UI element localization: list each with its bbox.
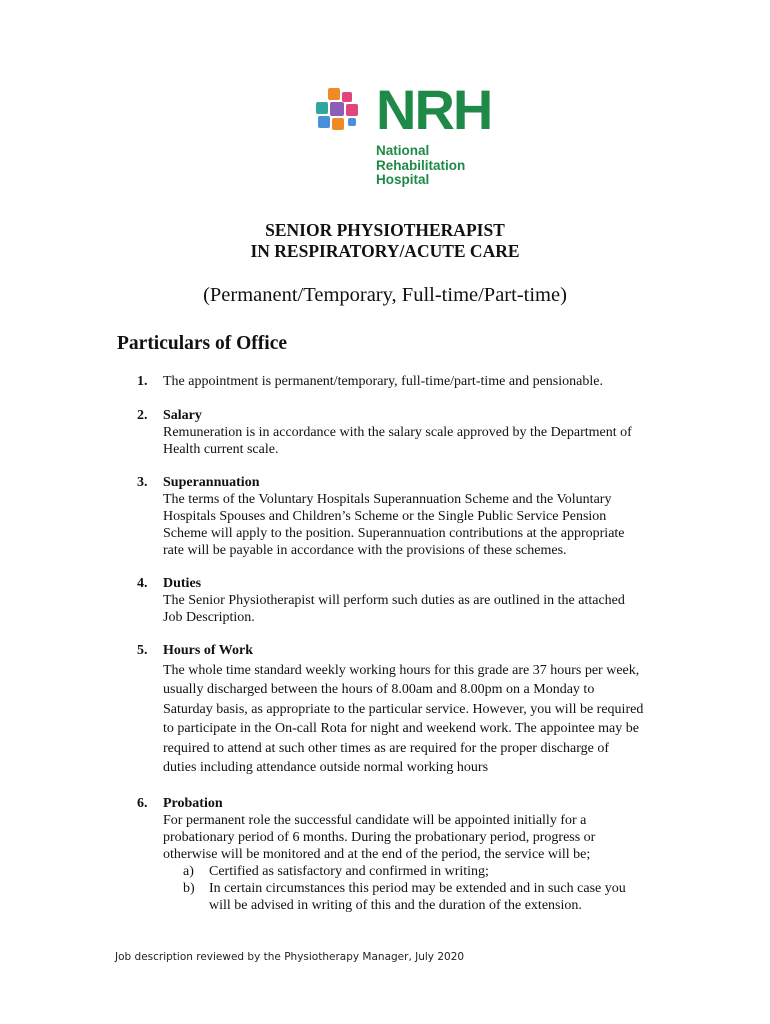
job-title-line-2: IN RESPIRATORY/ACUTE CARE xyxy=(250,241,520,261)
item-number: 3. xyxy=(137,475,148,490)
item-line: probationary period of 6 months. During the probationary period, progress or xyxy=(163,830,596,845)
list-item xyxy=(137,474,697,559)
item-number: 2. xyxy=(137,408,148,423)
sub-item-letter: a) xyxy=(183,864,194,879)
item-number: 1. xyxy=(137,374,148,389)
item-heading: Superannuation xyxy=(163,475,260,490)
job-title-line-1: SENIOR PHYSIOTHERAPIST xyxy=(265,220,505,240)
list-item xyxy=(137,407,697,458)
item-text: The appointment is permanent/temporary, full-time/part-time and pensionable. xyxy=(163,374,603,389)
list-item xyxy=(137,575,697,626)
item-line: Remuneration is in accordance with the salary scale approved by the Department of xyxy=(163,425,632,440)
item-line: The whole time standard weekly working hours for this grade are 37 hours per week, xyxy=(163,662,640,678)
sub-item-line: Certified as satisfactory and confirmed in writing; xyxy=(209,864,489,879)
logo-line-3: Hospital xyxy=(376,172,430,187)
list-item xyxy=(137,641,697,778)
item-number: 5. xyxy=(137,643,148,658)
item-line: Job Description. xyxy=(163,610,255,625)
list-item xyxy=(137,795,697,914)
sub-item xyxy=(183,880,697,914)
item-line: Scheme will apply to the position. Superannuation contributions at the appropriate xyxy=(163,526,625,541)
nrh-logo xyxy=(314,78,504,188)
item-heading: Duties xyxy=(163,576,202,591)
item-line: otherwise will be monitored and at the end of the period, the service will be; xyxy=(163,847,591,862)
item-line: The Senior Physiotherapist will perform such duties as are outlined in the attached xyxy=(163,593,625,608)
item-line: For permanent role the successful candidate will be appointed initially for a xyxy=(163,813,587,828)
item-line: Health current scale. xyxy=(163,442,279,457)
item-number: 4. xyxy=(137,576,148,591)
probation-outcomes xyxy=(183,863,697,914)
sub-item-line: will be advised in writing of this and the duration of the extension. xyxy=(209,898,582,913)
section-heading: Particulars of Office xyxy=(117,333,288,354)
list-item xyxy=(137,373,697,390)
item-line: usually discharged between the hours of 8.00am and 8.00pm on a Monday to xyxy=(163,682,595,697)
item-line: The terms of the Voluntary Hospitals Superannuation Scheme and the Voluntary xyxy=(163,492,612,507)
item-line: Saturday basis, as appropriate to the particular service. However, you will be required xyxy=(163,701,644,717)
item-heading: Probation xyxy=(163,796,223,811)
logo-line-1: National xyxy=(376,143,430,158)
item-heading: Hours of Work xyxy=(163,643,253,658)
sub-item xyxy=(183,863,697,880)
sub-item-line: In certain circumstances this period may be extended and in such case you xyxy=(209,881,626,896)
logo-mark-icon xyxy=(314,86,364,134)
item-line: Hospitals Spouses and Children’s Scheme or the Single Public Service Pension xyxy=(163,509,607,524)
sub-item-letter: b) xyxy=(183,881,195,896)
item-line: duties including attendance outside normal working hours xyxy=(163,760,489,775)
logo-line-2: Rehabilitation xyxy=(376,157,466,173)
logo-abbreviation: NRH xyxy=(376,78,492,141)
item-heading: Salary xyxy=(163,408,202,423)
logo-hospital-name xyxy=(376,144,465,188)
item-line: rate will be payable in accordance with the provisions of these schemes. xyxy=(163,543,567,558)
item-number: 6. xyxy=(137,796,148,811)
job-subtitle: (Permanent/Temporary, Full-time/Part-time) xyxy=(203,284,567,306)
item-line: required to attend at such other times as are required for the proper discharge of xyxy=(163,740,610,756)
item-line: to participate in the On-call Rota for night and weekend work. The appointee may be xyxy=(163,721,639,736)
page-footer: Job description reviewed by the Physiotherapy Manager, July 2020 xyxy=(115,951,465,963)
